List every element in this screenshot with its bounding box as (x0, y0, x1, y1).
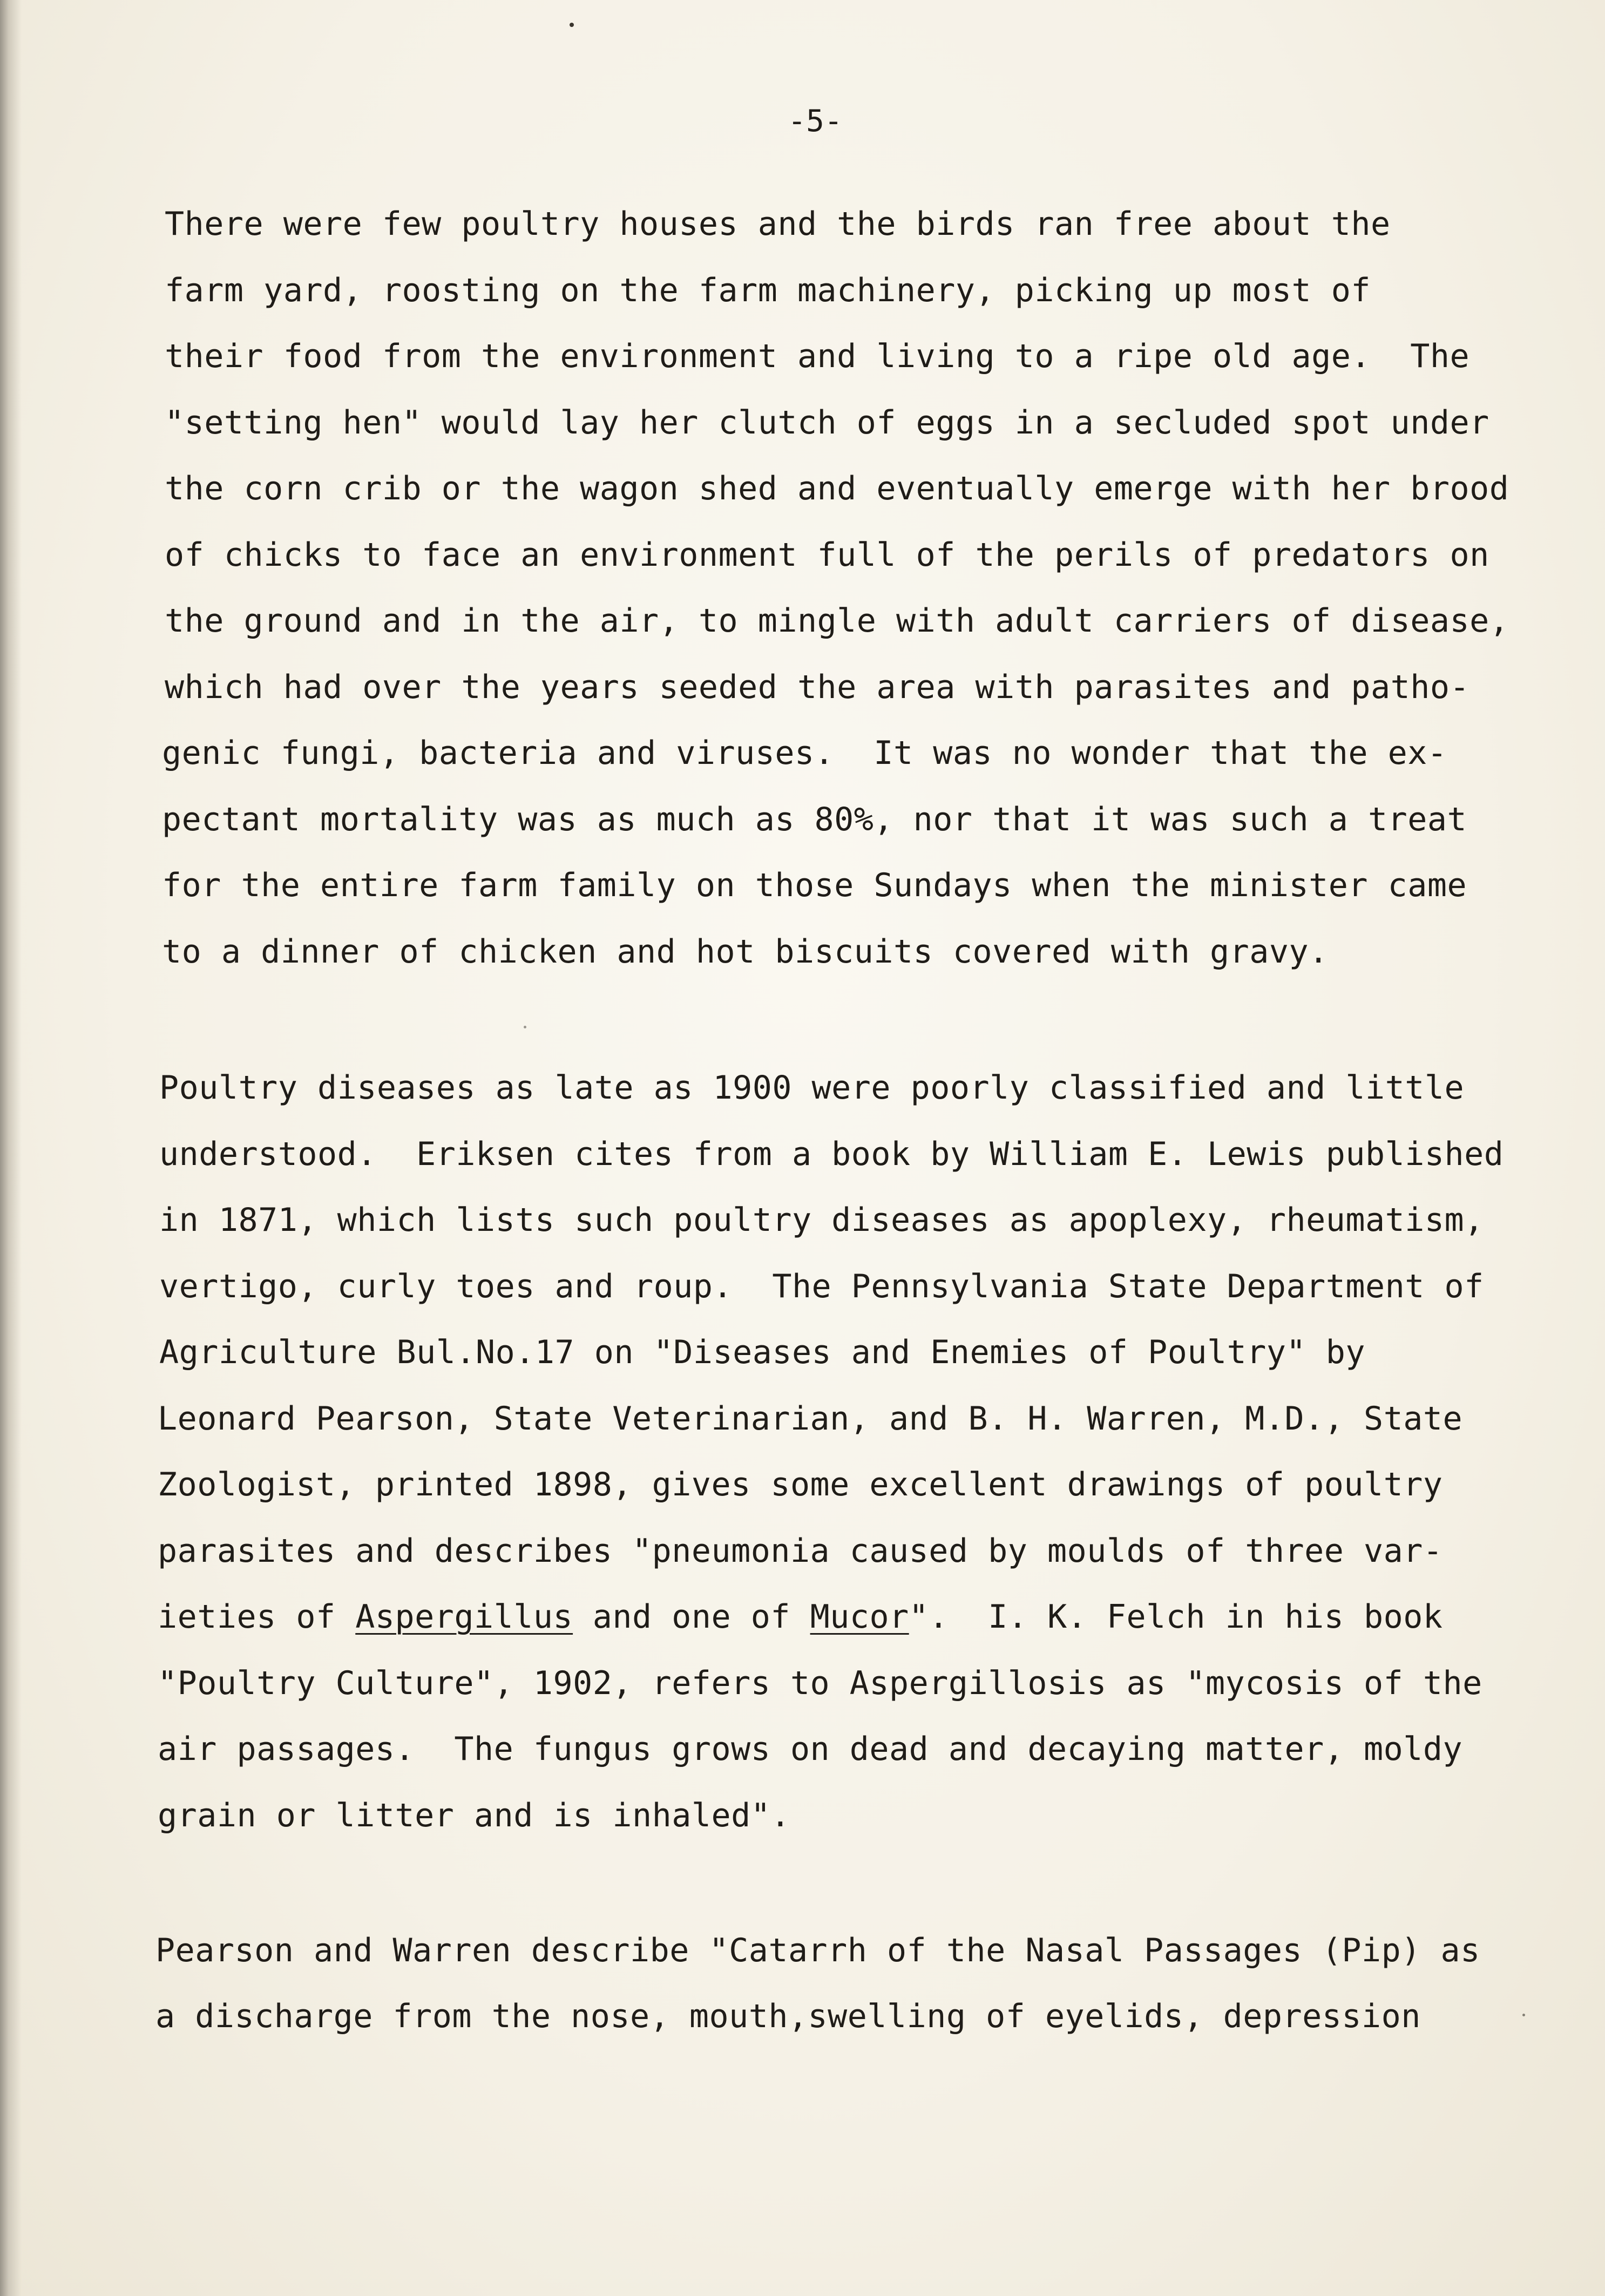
text-line: farm yard, roosting on the farm machinery, picking up most of (165, 272, 1371, 309)
text-line: which had over the years seeded the area with parasites and patho- (165, 668, 1470, 706)
text-line: vertigo, curly toes and roup. The Pennsylvania State Department of (159, 1268, 1484, 1305)
text-line: understood. Eriksen cites from a book by William E. Lewis published (159, 1135, 1504, 1173)
text-line: air passages. The fungus grows on dead and decaying matter, moldy (158, 1730, 1463, 1768)
text-line: Pearson and Warren describe "Catarrh of the Nasal Passages (Pip) as (155, 1932, 1480, 1969)
text-line: a discharge from the nose, mouth,swelling of eyelids, depression (155, 1997, 1421, 2035)
text-line: genic fungi, bacteria and viruses. It was no wonder that the ex- (162, 734, 1447, 772)
paper-speck (1522, 2014, 1525, 2016)
paper-speck (524, 1026, 526, 1028)
paper-speck (570, 23, 574, 27)
text-line: Leonard Pearson, State Veterinarian, and B. H. Warren, M.D., State (158, 1400, 1463, 1438)
text-line: their food from the environment and living to a ripe old age. The (165, 337, 1470, 375)
genus-mucor: Mucor (810, 1598, 909, 1636)
text-line: pectant mortality was as much as 80%, nor that it was such a treat (162, 801, 1467, 838)
text-line: "setting hen" would lay her clutch of eggs in a secluded spot under (165, 404, 1489, 442)
text-line: parasites and describes "pneumonia caused by moulds of three var- (158, 1532, 1443, 1570)
text-line: Agriculture Bul.No.17 on "Diseases and Enemies of Poultry" by (159, 1333, 1366, 1371)
text-line: in 1871, which lists such poultry diseases as apoplexy, rheumatism, (159, 1201, 1484, 1239)
text-line: the ground and in the air, to mingle with adult carriers of disease, (165, 602, 1509, 640)
text-segment: ieties of (158, 1598, 356, 1636)
text-line-with-genus-names (158, 1598, 1443, 1636)
page-edge-shadow (0, 0, 22, 2296)
text-segment: and one of (573, 1598, 810, 1636)
page-number: -5- (788, 104, 843, 139)
text-line: to a dinner of chicken and hot biscuits covered with gravy. (162, 933, 1329, 971)
genus-aspergillus: Aspergillus (355, 1598, 573, 1636)
text-line: grain or litter and is inhaled". (158, 1797, 790, 1834)
text-line: for the entire farm family on those Sundays when the minister came (162, 866, 1467, 904)
text-line: of chicks to face an environment full of the perils of predators on (165, 536, 1489, 574)
text-line: Zoologist, printed 1898, gives some excellent drawings of poultry (158, 1466, 1443, 1503)
text-line: Poultry diseases as late as 1900 were poorly classified and little (159, 1069, 1465, 1107)
text-line: There were few poultry houses and the birds ran free about the (165, 205, 1391, 243)
text-line: the corn crib or the wagon shed and eventually emerge with her brood (165, 470, 1509, 507)
text-segment: ". I. K. Felch in his book (909, 1598, 1443, 1636)
text-line: "Poultry Culture", 1902, refers to Aspergillosis as "mycosis of the (158, 1664, 1482, 1702)
